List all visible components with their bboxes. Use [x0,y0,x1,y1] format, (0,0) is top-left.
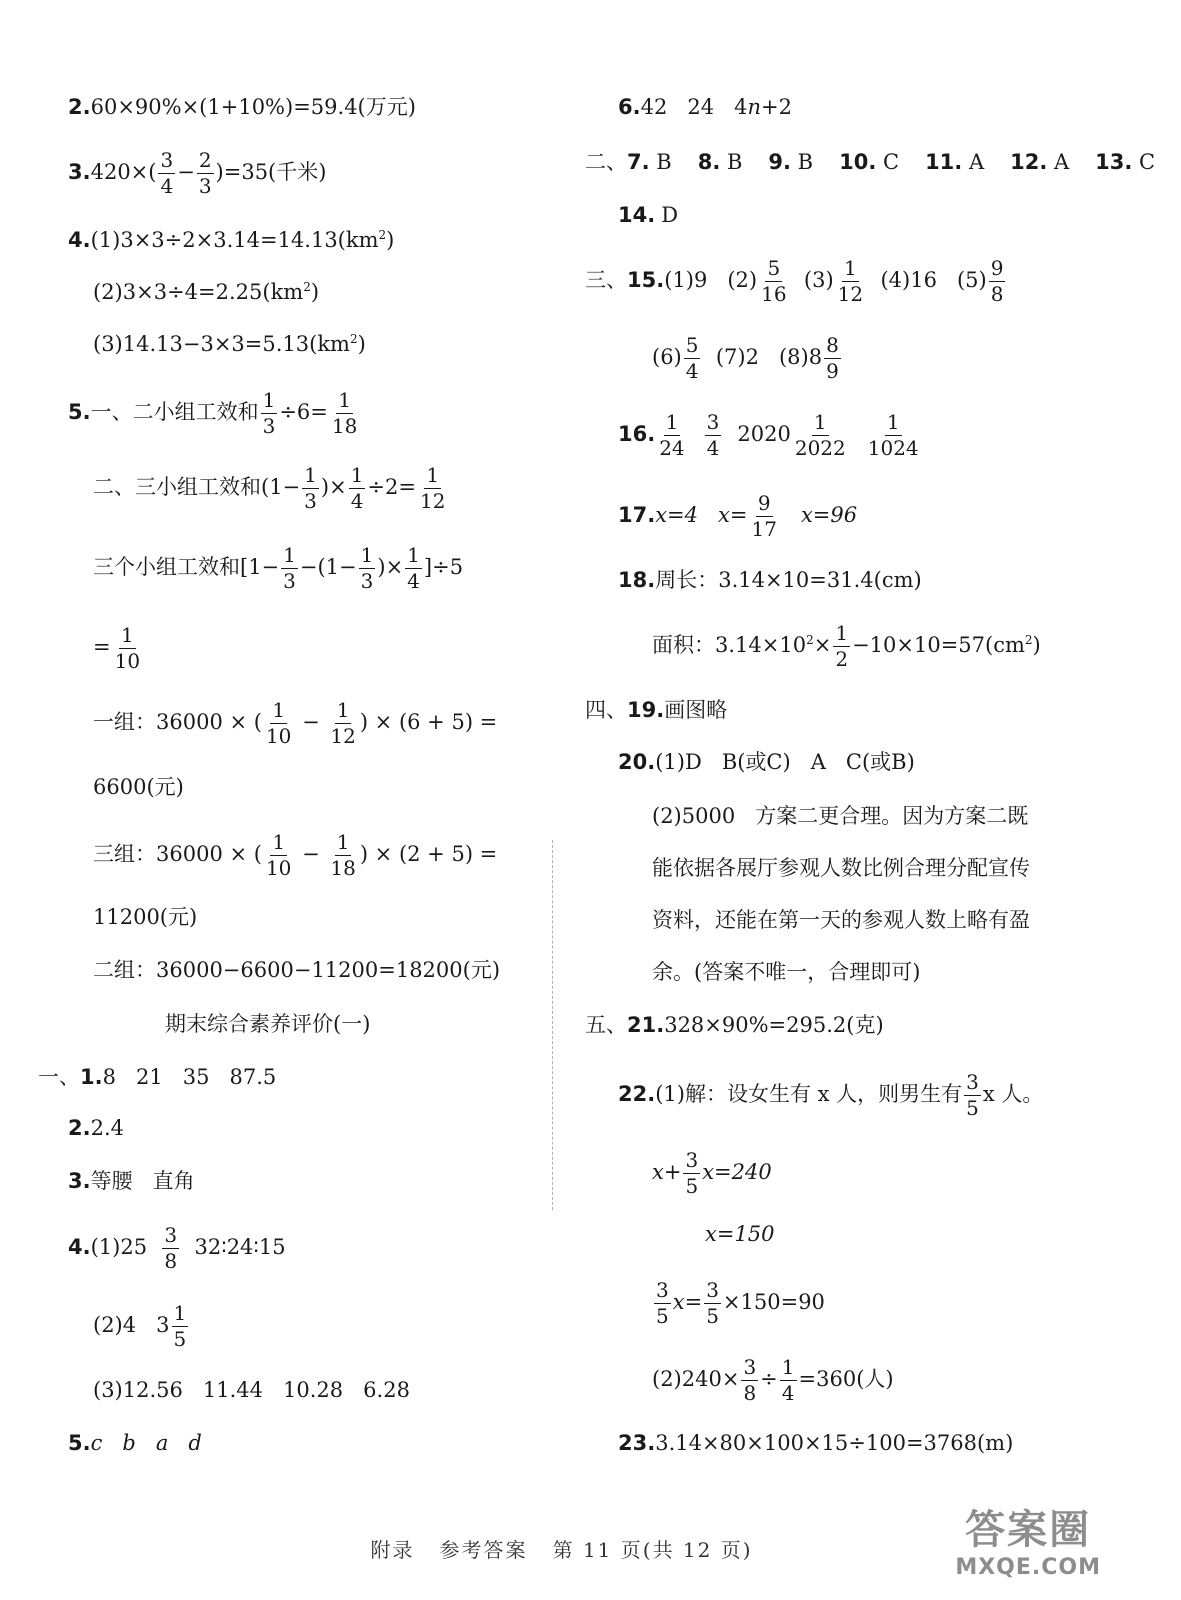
section-prefix: 三、 [585,268,627,292]
answer-18-area [652,623,1041,670]
section-title [165,1014,370,1035]
answer-5-group-3-result [93,907,197,928]
expr-text: ÷6= [279,400,328,424]
fraction: $\frac{1}{3}$ [304,463,317,513]
expr-text: 32∶24∶15 [181,1235,286,1259]
choice-letter: A [962,150,985,174]
answer-text: 328×90%=295.2(克) [664,1013,884,1037]
answer-22-1-equation [652,1150,772,1197]
choice-answer [768,150,813,174]
variable: n [747,95,761,119]
answer-text: 60×90%×(1+10%)=59.4(万元) [90,95,416,119]
expr-text: (2)4 3 [93,1313,170,1337]
answer-text: D [661,203,679,227]
section-2-answers [585,152,1181,173]
fraction: $\frac{1}{2}$ [835,621,849,671]
fraction: $\frac{1}{3}$ [262,388,276,438]
answer-text: 8 21 35 87.5 [102,1065,277,1089]
question-number: 13. [1095,150,1133,174]
answer-5-line-2 [93,465,449,512]
expr-text: − [295,710,327,734]
fraction: $\frac{1}{4}$ [407,543,420,593]
answer-17 [618,493,857,540]
expr-text: (7)2 (8)8 [702,345,823,369]
answer-5-group-2 [93,960,500,981]
question-number: 20. [618,750,656,774]
answer-4-3 [93,334,366,355]
expr-text: (3) [790,268,834,292]
expr-text: )× [320,475,347,499]
answer-19 [585,700,727,721]
answer-18-perimeter [618,570,922,591]
superscript: 2 [378,228,387,242]
question-number: 5. [68,1431,91,1455]
answer-15-line-2 [652,335,843,382]
fraction: $\frac{3}{8}$ [743,1355,757,1405]
question-number: 18. [618,568,656,592]
answer-text: ) [310,280,320,304]
expr-text: x=4 x= [655,503,748,527]
fraction: $\frac{5}{16}$ [761,256,787,306]
answer-text: (2)5000 方案二更合理。因为方案二既 [652,804,1029,828]
fraction: $\frac{3}{8}$ [164,1223,178,1273]
fraction: $\frac{1}{4}$ [350,463,364,513]
expr-text: (1)9 (2) [664,268,758,292]
question-number: 15. [627,268,665,292]
expr-text: (6) [652,345,682,369]
answer-22-1-boys [652,1280,825,1327]
expr-text: (1)25 [90,1235,161,1259]
choice-answer [698,150,743,174]
expr-text: ÷ [760,1367,778,1391]
expr-text: (2)240× [652,1367,740,1391]
expr-text: ×150=90 [722,1290,825,1314]
question-number: 9. [768,150,791,174]
expr-text: ) [1032,633,1041,657]
section-1-answer-4-2 [93,1303,190,1350]
question-number: 4. [68,228,91,252]
question-number: 12. [1010,150,1048,174]
expr-text: =360(人) [798,1367,894,1391]
fraction: $\frac{1}{4}$ [781,1355,795,1405]
answer-4-2 [93,282,319,303]
section-1-answer-4-1 [68,1225,286,1272]
question-number: 3. [68,160,91,184]
fraction: $\frac{1}{3}$ [360,543,374,593]
fraction: $\frac{1}{12}$ [837,256,864,306]
section-prefix: 四、 [585,698,627,722]
answer-5-line-3 [93,545,463,592]
fraction: $\frac{3}{4}$ [706,410,720,460]
footer-text: 附录 参考答案 第 11 页(共 12 页) [370,1538,753,1562]
answer-text: x=150 [705,1222,775,1246]
answer-text: ) [386,228,395,252]
fraction: $\frac{1}{10}$ [114,623,141,673]
answer-6 [618,97,792,118]
answer-22-2 [652,1357,894,1404]
question-number: 19. [627,698,665,722]
fraction: $\frac{3}{5}$ [656,1278,669,1328]
expr-text: )=35(千米) [215,160,327,184]
question-number: 2. [68,95,91,119]
fraction: $\frac{8}{9}$ [826,333,839,383]
choice-letter: C [1132,150,1156,174]
answer-3 [68,150,326,197]
expr-text: 420×( [90,160,157,184]
answer-text: +2 [760,95,792,119]
answer-4-1 [68,230,394,251]
section-1-answer-2 [68,1118,124,1139]
answer-text: ) [357,332,366,356]
answer-14 [618,205,678,226]
expr-text: 二、三小组工效和(1− [93,475,301,499]
answer-20-2-line-2 [652,858,1030,879]
column-divider [552,840,553,1210]
answer-text: 二组：36000−6600−11200=18200(元) [93,958,501,982]
answer-5-group-3 [93,832,497,879]
answer-text: (2)3×3÷4=2.25(km [93,280,304,304]
answer-20-2-line-4 [652,962,920,983]
question-number: 16. [618,422,656,446]
answer-20-1 [618,752,915,773]
question-number: 14. [618,203,656,227]
superscript: 2 [806,633,814,647]
expr-text: − [295,842,327,866]
choice-letter: A [1047,150,1070,174]
answer-text: 等腰 直角 [90,1169,195,1193]
expr-text: × [813,633,832,657]
choice-letter: B [720,150,743,174]
answer-text: 3.14×80×100×15÷100=3768(m) [655,1431,1014,1455]
answer-text: c b a d [90,1431,202,1455]
question-number: 1. [80,1065,103,1089]
expr-text: (4)16 (5) [867,268,987,292]
question-number: 3. [68,1169,91,1193]
expr-text: ÷2= [367,475,416,499]
expr-text: 面积：3.14×10 [652,633,807,657]
section-1-answer-3 [68,1171,195,1192]
question-number: 8. [697,150,721,174]
answer-text: 6600(元) [93,775,184,799]
section-1-answer-4-3 [93,1380,410,1401]
watermark-title: 答案圈 [965,1507,1092,1553]
section-title-text: 期末综合素养评价(一) [165,1012,371,1036]
choice-answer [1095,150,1155,174]
fraction: $\frac{1}{18}$ [331,388,358,438]
question-number: 22. [618,1082,656,1106]
section-prefix: 五、 [585,1013,627,1037]
superscript: 2 [1024,633,1033,647]
answer-5-group-1 [93,700,497,747]
answer-23 [618,1433,1013,1454]
choice-letter: B [649,150,672,174]
question-number: 17. [618,503,656,527]
fraction: $\frac{1}{12}$ [419,463,446,513]
fraction: $\frac{1}{12}$ [330,698,356,748]
answer-20-2-line-3 [652,910,1030,931]
expr-text: x+ [652,1160,682,1184]
fraction: $\frac{3}{5}$ [706,1278,719,1328]
expr-text: −(1− [299,555,357,579]
answer-text: (3)14.13−3×3=5.13(km [93,332,350,356]
section-prefix: 二、 [585,150,627,174]
expr-text: 一组：36000 × ( [93,710,262,734]
question-number: 21. [627,1013,665,1037]
fraction: $\frac{1}{10}$ [265,830,292,880]
fraction: $\frac{9}{8}$ [990,256,1004,306]
choice-letter: B [791,150,814,174]
answer-text: 2.4 [90,1116,124,1140]
answer-20-2-line-1 [652,806,1028,827]
fraction: $\frac{1}{2022}$ [794,410,846,460]
expr-text: −10×10=57(cm [852,633,1025,657]
answer-text: 能依据各展厅参观人数比例合理分配宣传 [652,856,1030,880]
fraction: $\frac{1}{10}$ [265,698,292,748]
expr-text: x=240 [702,1160,772,1184]
expr-text: 三组：36000 × ( [93,842,262,866]
answer-text: 42 24 4 [640,95,748,119]
fraction: $\frac{1}{3}$ [283,543,296,593]
expr-text: (1)解：设女生有 x 人，则男生有 [655,1082,963,1106]
answer-22-1-solution [705,1224,775,1245]
expr-text: = [93,635,111,659]
answer-text: (1)3×3÷2×3.14=14.13(km [90,228,379,252]
section-1-answer-1 [38,1067,276,1088]
expr-text: x= [672,1290,703,1314]
fraction: $\frac{3}{5}$ [685,1148,699,1198]
fraction: $\frac{9}{17}$ [751,491,777,541]
answer-text: 画图略 [664,698,728,722]
answer-5-group-1-result [93,777,184,798]
question-number: 10. [839,150,877,174]
answer-16 [618,412,923,459]
expr-text: 一、二小组工效和 [90,400,259,424]
choice-letter: C [876,150,900,174]
expr-text: )× [377,555,404,579]
expr-text: 三个小组工效和[1− [93,555,280,579]
answer-15-line-1 [585,258,1007,305]
fraction: $\frac{3}{4}$ [160,148,174,198]
section-prefix: 一、 [38,1065,80,1089]
answer-5-line-4 [93,625,144,672]
question-number: 2. [68,1116,91,1140]
choice-answer [925,150,984,174]
expr-text: ) × (6 + 5) = [359,710,498,734]
fraction: $\frac{1}{18}$ [330,830,356,880]
choice-answer [627,150,672,174]
expr-text: ]÷5 [423,555,464,579]
fraction: $\frac{1}{5}$ [173,1301,187,1351]
answer-text: 资料，还能在第一天的参观人数上略有盈 [652,908,1030,932]
expr-text: x 人。 [982,1082,1044,1106]
section-1-answer-5 [68,1433,202,1454]
superscript: 2 [303,280,311,294]
answer-text: 2020 [737,422,791,446]
expr-text: ) × (2 + 5) = [359,842,498,866]
answer-text: 11200(元) [93,905,198,929]
expr-text: x=96 [780,503,858,527]
question-number: 6. [618,95,641,119]
fraction: $\frac{5}{4}$ [685,333,699,383]
watermark-url: MXQE.COM [955,1555,1101,1580]
question-number: 11. [925,150,963,174]
question-number: 7. [627,150,650,174]
answer-text: (3)12.56 11.44 10.28 6.28 [93,1378,410,1402]
fraction: $\frac{1}{24}$ [659,410,685,460]
fraction: $\frac{2}{3}$ [198,148,212,198]
watermark-logo [955,1498,1101,1580]
question-number: 5. [68,400,91,424]
choice-answers [627,150,1181,174]
answer-22-1-setup [618,1072,1043,1119]
question-number: 23. [618,1431,656,1455]
choice-answer [839,150,899,174]
answer-text: (1)D B(或C) A C(或B) [655,750,915,774]
choice-answer [1010,150,1069,174]
fraction: $\frac{1}{1024}$ [867,410,919,460]
answer-text: 周长：3.14×10=31.4(cm) [655,568,922,592]
answer-2 [68,97,416,118]
answer-text: 余。(答案不唯一，合理即可) [652,960,921,984]
superscript: 2 [349,332,358,346]
question-number: 4. [68,1235,91,1259]
answer-21 [585,1015,884,1036]
fraction: $\frac{3}{5}$ [966,1070,979,1120]
expr-text: − [177,160,195,184]
answer-5-line-1 [68,390,361,437]
